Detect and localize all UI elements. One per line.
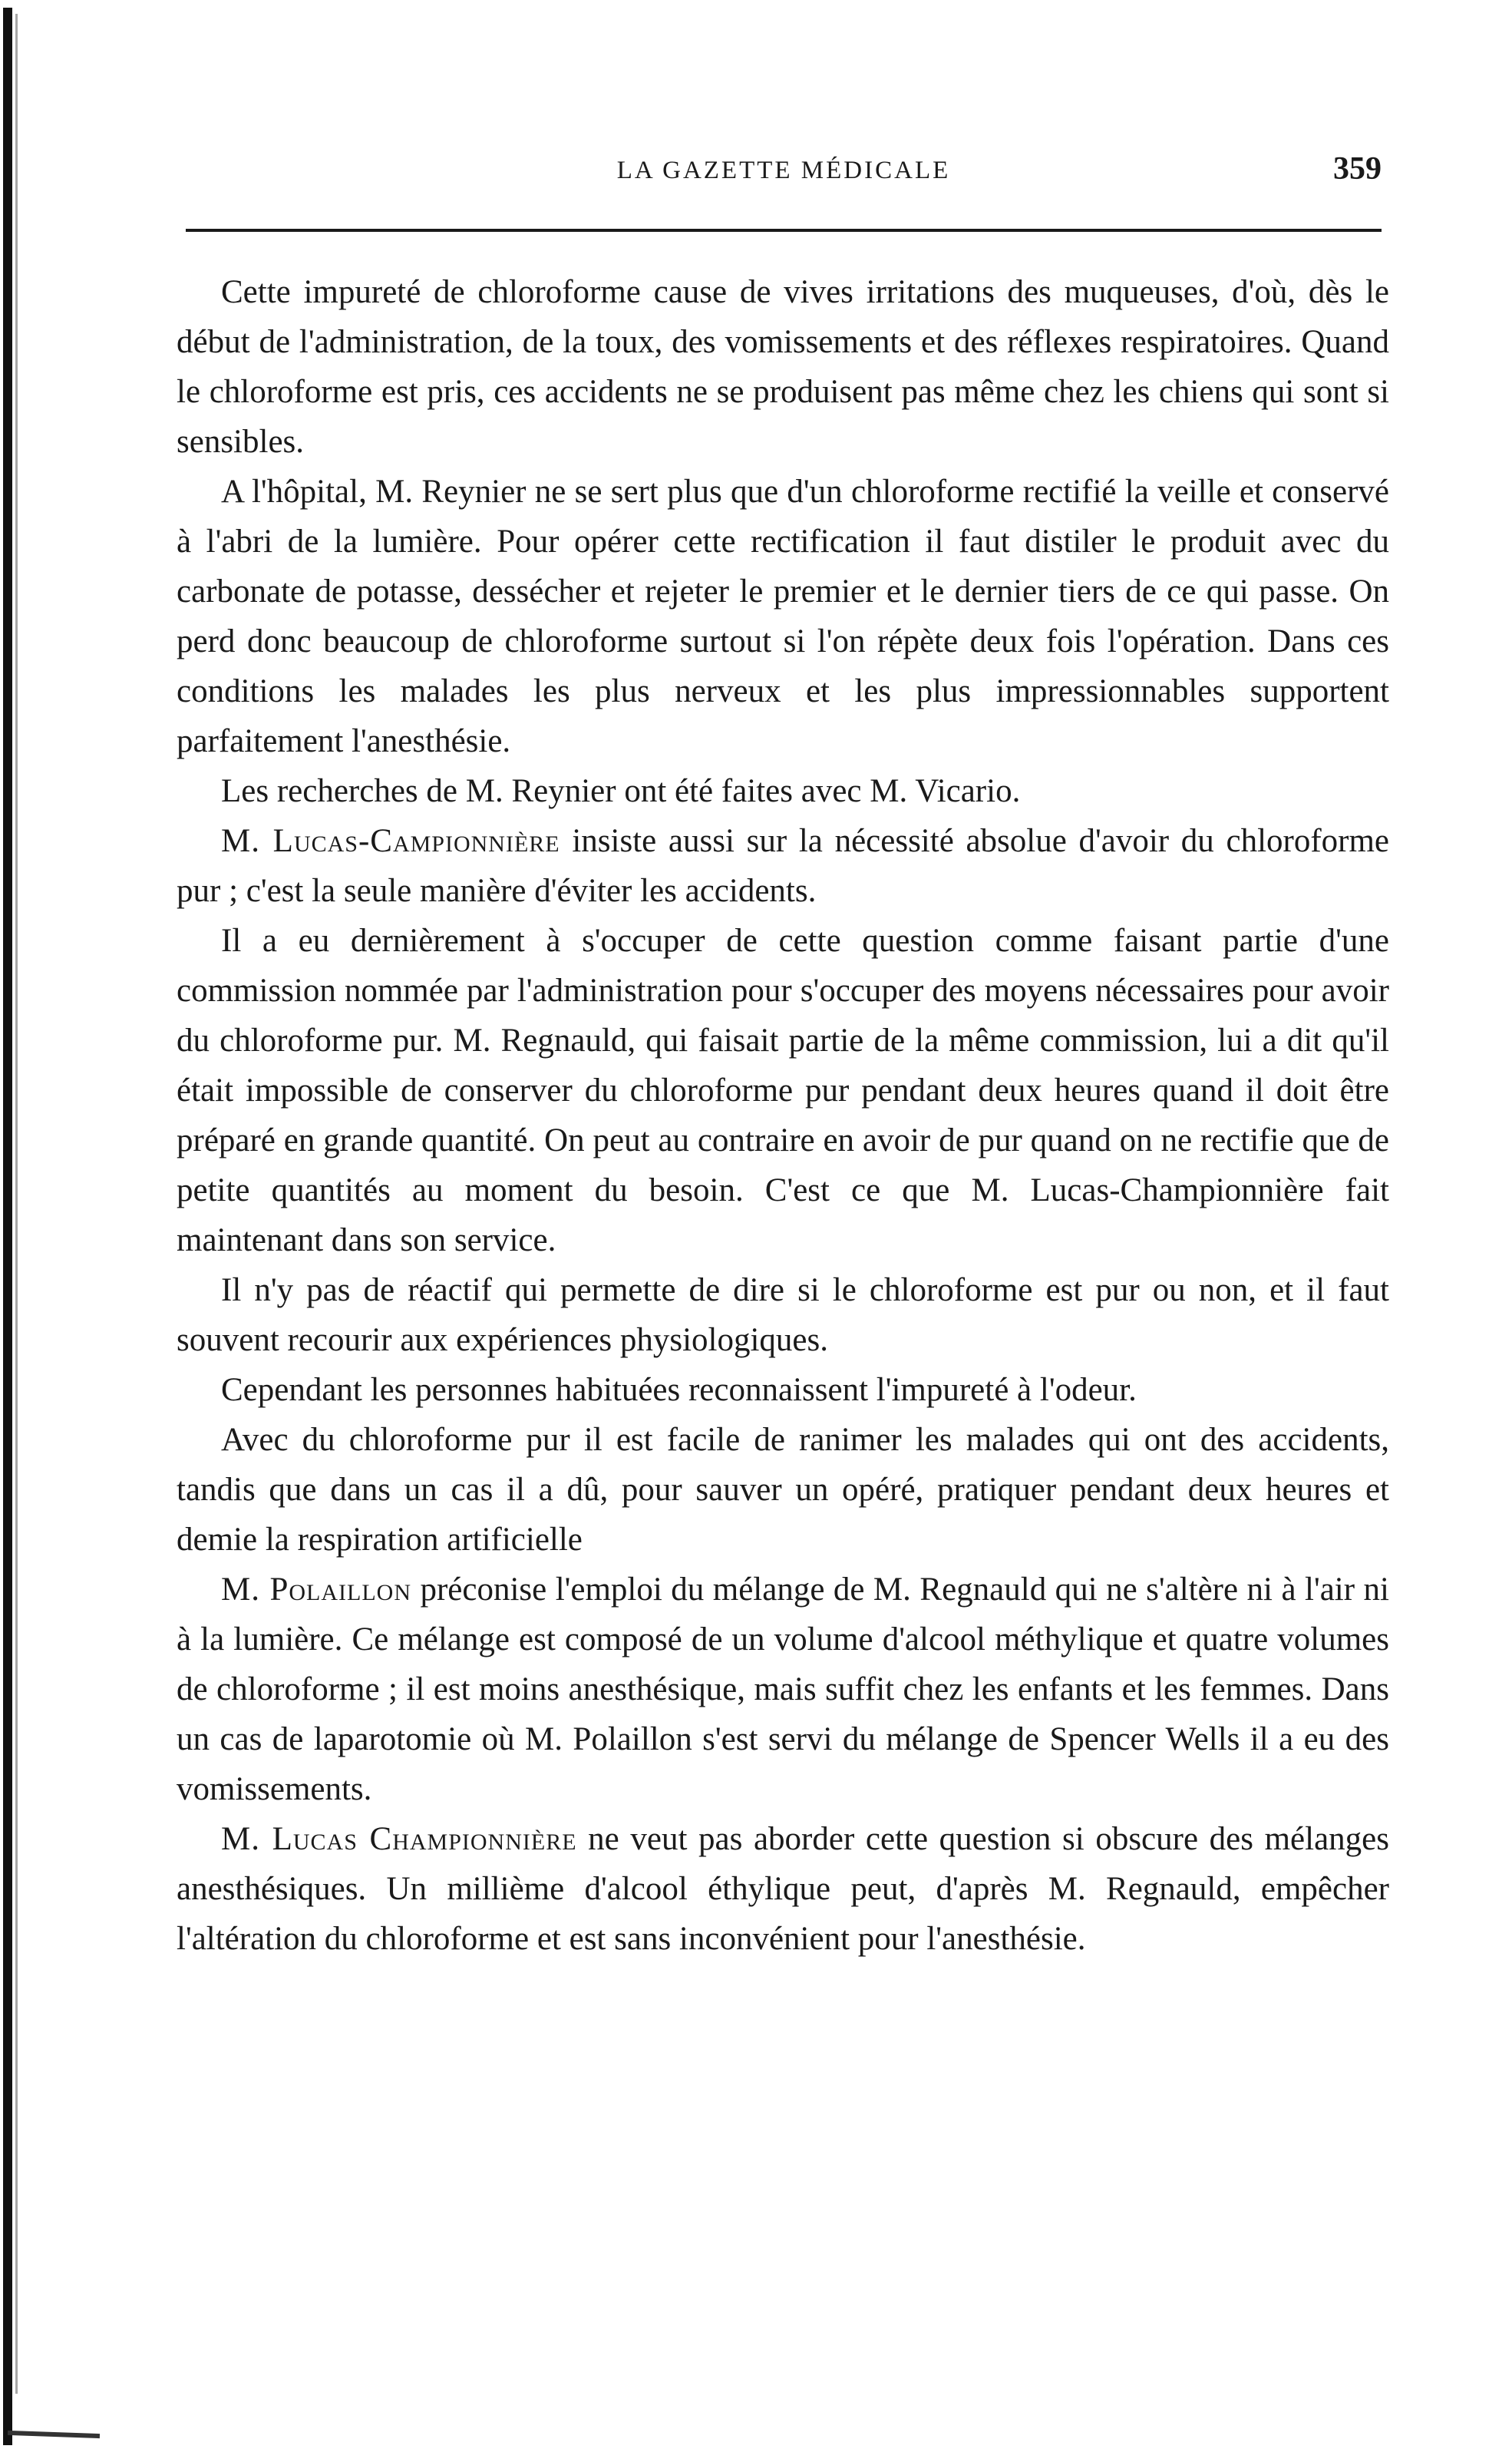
paragraph-text: Il n'y pas de réactif qui permette de dire si le chloroforme est pur ou non, et il faut souvent recourir aux expériences physiologiques. (177, 1272, 1389, 1358)
speaker-name: M. Lucas Championnière (221, 1821, 577, 1857)
paragraph (177, 1365, 1389, 1415)
paragraph-text: préconise l'emploi du mélange de M. Regnauld qui ne s'altère ni à l'air ni à la lumière. Ce mélange est composé de un volume d'alcool méthylique et quatre volumes de chloroforme ; il est moins anesthésique, mais suffit chez les enfants et les femmes. Dans un cas de laparotomie où M. Polaillon s'est servi du mélange de Spencer Wells il a eu des vomissements. (177, 1572, 1389, 1807)
page-header (186, 147, 1382, 193)
article-body (177, 267, 1389, 1964)
paragraph-text: insiste aussi sur la nécessité absolue d'avoir du chloroforme pur ; c'est la seule manière d'éviter les accidents. (177, 823, 1390, 909)
paragraph (177, 1265, 1389, 1365)
paragraph-text: Les recherches de M. Reynier ont été faites avec M. Vicario. (221, 773, 1021, 809)
paragraph (177, 1814, 1389, 1964)
paragraph-text: Cette impureté de chloroforme cause de vives irritations des muqueuses, d'où, dès le début de l'administration, de la toux, des vomissements et des réflexes respiratoires. Quand le chloroforme est pris, ces accidents ne se produisent pas même chez les chiens qui sont si sensibles. (177, 274, 1389, 460)
paragraph (177, 1415, 1389, 1565)
page-binding-shadow (15, 14, 18, 2394)
scan-smudge (8, 2431, 100, 2438)
paragraph-text: ne veut pas aborder cette question si obscure des mélanges anesthésiques. Un millième d'alcool éthylique peut, d'après M. Regnauld, empêcher l'altération du chloroforme et est sans inconvénient pour l'anesthésie. (177, 1821, 1389, 1957)
running-title: LA GAZETTE MÉDICALE (616, 157, 951, 184)
page-number: 359 (1333, 151, 1382, 187)
paragraph (177, 916, 1389, 1265)
header-rule (186, 229, 1382, 232)
paragraph-text: A l'hôpital, M. Reynier ne se sert plus que d'un chloroforme rectifié la veille et conservé à l'abri de la lumière. Pour opérer cette rectification il faut distiler le produit avec du carbonate de potasse, dessécher et rejeter le premier et le dernier tiers de ce qui passe. On perd donc beaucoup de chloroforme surtout si l'on répète deux fois l'opération. Dans ces conditions les malades les plus nerveux et les plus impressionnables supportent parfaitement l'anesthésie. (177, 474, 1389, 759)
paragraph-text: Cependant les personnes habituées reconnaissent l'impureté à l'odeur. (221, 1372, 1137, 1408)
page-binding-edge (3, 8, 12, 2445)
speaker-name: M. Lucas-Campionnière (221, 823, 560, 859)
paragraph (177, 766, 1389, 816)
paragraph-text: Il a eu dernièrement à s'occuper de cette question comme faisant partie d'une commission nommée par l'administration pour s'occuper des moyens nécessaires pour avoir du chloroforme pur. M. Regnauld, qui faisait partie de la même commission, lui a dit qu'il était impossible de conserver du chloroforme pur pendant deux heures quand il doit être préparé en grande quantité. On peut au contraire en avoir de pur quand on ne rectifie que de petite quantités au moment du besoin. C'est ce que M. Lucas-Championnière fait maintenant dans son service. (177, 923, 1389, 1258)
paragraph-text: Avec du chloroforme pur il est facile de ranimer les malades qui ont des accidents, tandis que dans un cas il a dû, pour sauver un opéré, pratiquer pendant deux heures et demie la respiration artificielle (177, 1422, 1389, 1558)
paragraph (177, 267, 1389, 467)
speaker-name: M. Polaillon (221, 1572, 411, 1608)
paragraph (177, 816, 1389, 916)
paragraph (177, 467, 1389, 766)
paragraph (177, 1565, 1389, 1814)
